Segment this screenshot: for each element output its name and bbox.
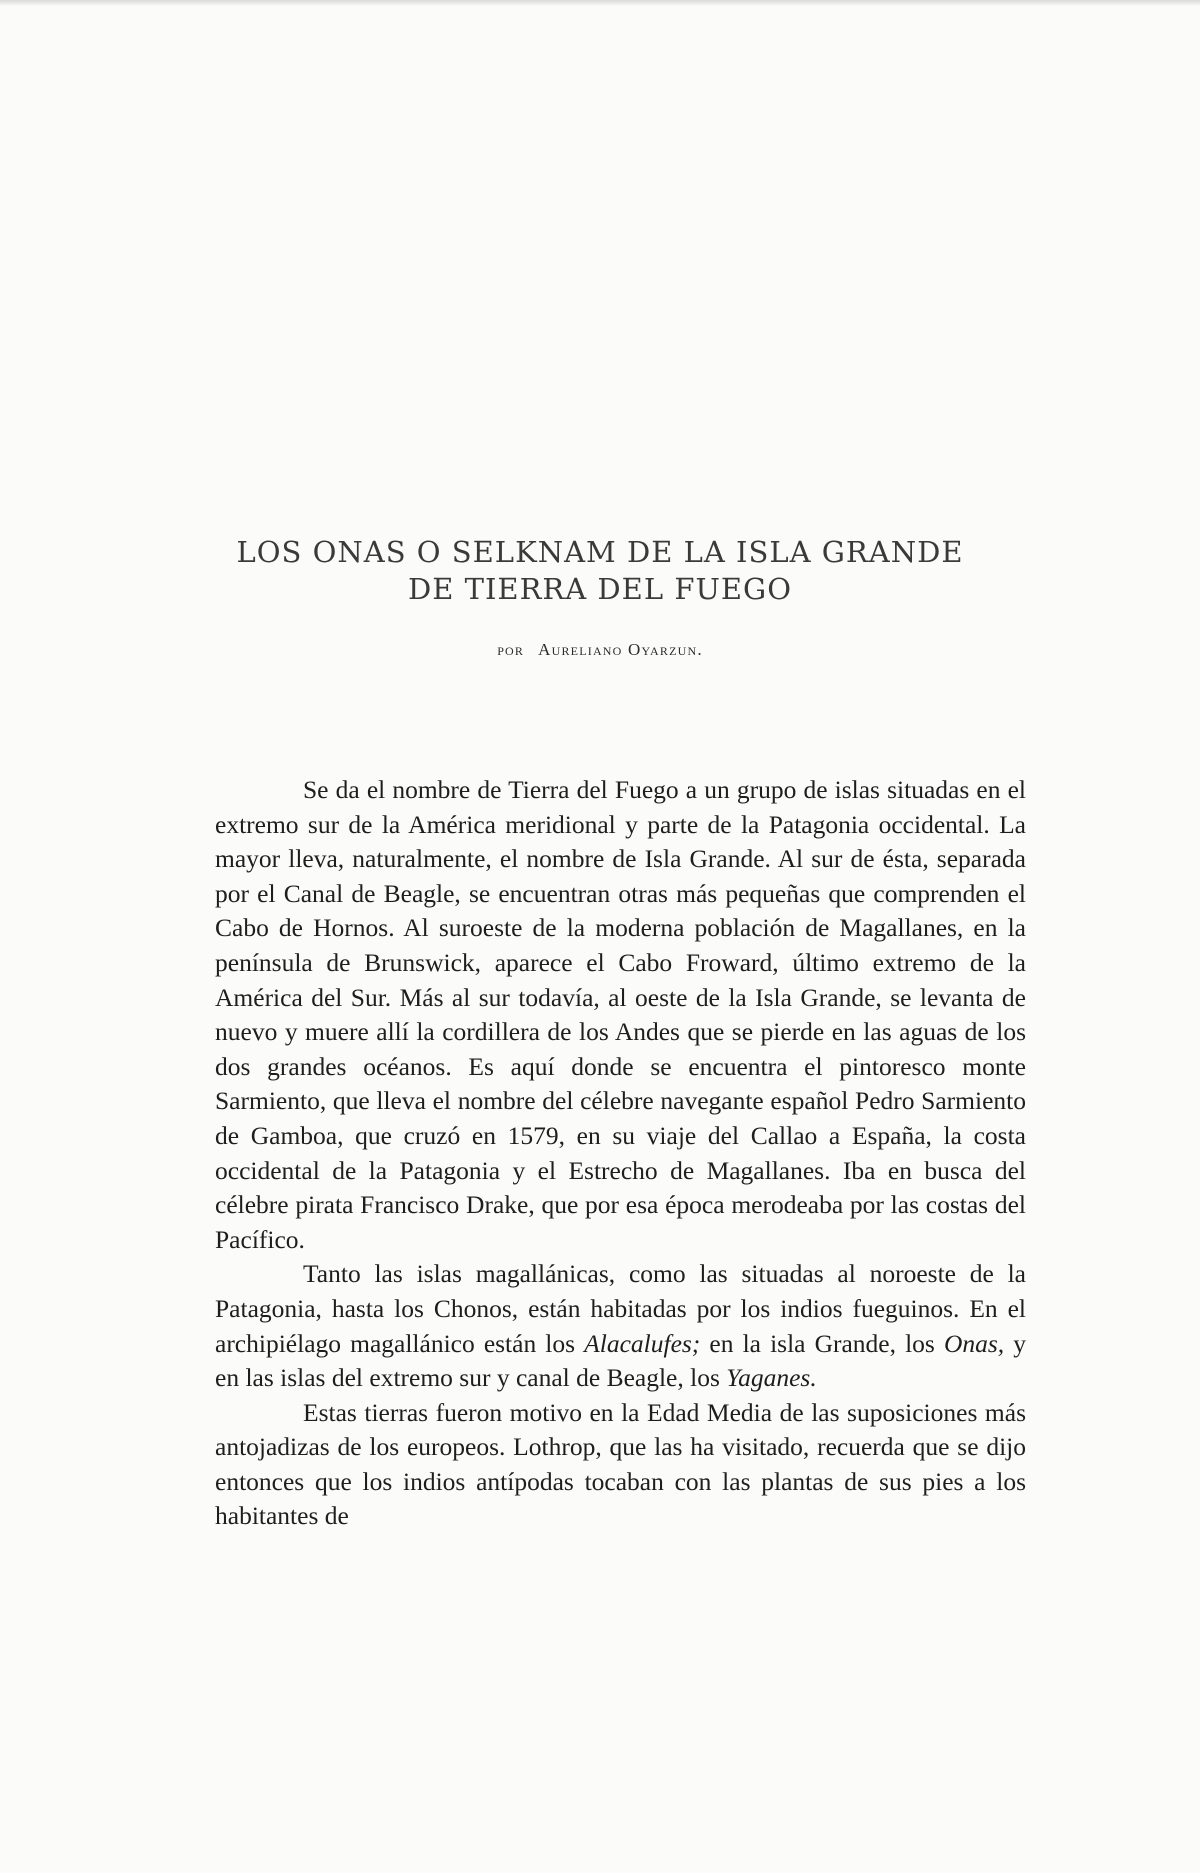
article-title-line-2: DE TIERRA DEL FUEGO xyxy=(407,572,792,606)
article-byline xyxy=(150,640,1050,660)
term-yaganes: Yaganes. xyxy=(726,1363,817,1393)
paragraph-1: Se da el nombre de Tierra del Fuego a un grupo de islas situadas en el extremo sur de la América meridional y parte de la Patagonia occidental. La mayor lleva, naturalmente, el nombre de Isla Grande. Al sur de ésta, separada por el Canal de Beagle, se encuentran otras más pequeñas que comprenden el Cabo de Hornos. Al suroeste de la moderna población de Magallanes, en la península de Brunswick, aparece el Cabo Froward, último extremo de la América del Sur. Más al sur todavía, al oeste de la Isla Grande, se levanta de nuevo y muere allí la cordillera de los Andes que se pierde en las aguas de los dos grandes océanos. Es aquí donde se encuentra el pintoresco monte Sarmiento, que lleva el nombre del célebre navegante español Pedro Sarmiento de Gamboa, que cruzó en 1579, en su viaje del Callao a España, la costa occidental de la Patagonia y el Estrecho de Magallanes. Iba en busca del célebre pirata Francisco Drake, que por esa época merodeaba por las costas del Pacífico. xyxy=(215,775,1026,1254)
byline-author: Aureliano Oyarzun. xyxy=(538,640,703,659)
page-top-edge xyxy=(0,0,1200,6)
article-header xyxy=(150,534,1050,660)
term-alacalufes: Alacalufes; xyxy=(584,1328,701,1358)
paragraph-3: Estas tierras fueron motivo en la Edad Media de las suposiciones más antojadizas de los europeos. Lothrop, que las ha visitado, recuerda que se dijo entonces que los indios antípodas tocaban con las plantas de sus pies a los habitantes de xyxy=(215,1397,1026,1531)
paragraph-2 xyxy=(215,1257,1026,1395)
article-body xyxy=(215,773,1026,1534)
paragraph-2-text-a: Tanto las islas magallánicas, como las situadas al noroeste de la Patagonia, hasta los Chonos, están habitadas por los indios fueguinos. En el archipiélago magallánico están los xyxy=(215,1259,1026,1358)
paragraph-2-text-b: en la isla Grande, los xyxy=(700,1328,944,1358)
byline-prefix: por xyxy=(497,640,525,659)
term-onas: Onas, xyxy=(943,1328,1005,1358)
article-title-line-1: LOS ONAS O SELKNAM DE LA ISLA GRANDE xyxy=(236,535,964,569)
paragraph-2-text-c: y en las islas del extremo sur y canal de Beagle, los xyxy=(215,1328,1026,1393)
